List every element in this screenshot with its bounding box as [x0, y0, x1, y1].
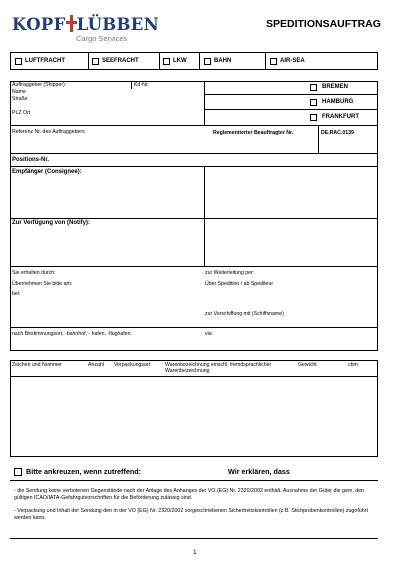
col-quantity: Anzahl	[88, 362, 104, 368]
label-forwarding-via: Über Spedition / ab Spediteur	[205, 281, 274, 287]
label-seefracht: SEEFRACHT	[102, 58, 139, 64]
col-packaging: Verpackungsart	[114, 362, 151, 368]
agent-number: DE.RAC.0139	[321, 130, 354, 136]
logo-part2: LÜBBEN	[76, 15, 160, 34]
checkbox-hamburg[interactable]	[310, 99, 317, 106]
transport-mode-row	[10, 52, 378, 70]
label-city: PLZ Ort	[12, 110, 31, 116]
label-name: Name	[12, 89, 26, 95]
page-number: 1	[193, 549, 197, 556]
col-description: Warenbezeichnung einschl. fremdsprachlicher Warenbezeichnung	[165, 362, 272, 374]
checkbox-lkw[interactable]	[163, 58, 170, 65]
declaration-statement: Wir erklären, dass	[228, 467, 290, 476]
label-air-sea: AIR-SEA	[280, 58, 305, 64]
label-take-over: Übernehmen Sie bitte am:	[12, 281, 73, 287]
label-luftfracht: LUFTFRACHT	[25, 58, 65, 64]
label-shipper: Auftraggeber (Shipper):	[12, 82, 67, 88]
label-reference: Referenz Nr. des Auftraggebers	[12, 129, 85, 135]
label-street: Straße	[12, 96, 28, 102]
checkbox-luftfracht[interactable]	[15, 58, 22, 65]
logo-subtitle: Cargo Services	[76, 34, 128, 43]
checkbox-frankfurt[interactable]	[310, 114, 317, 121]
company-logo	[12, 16, 159, 43]
label-via: via:	[205, 331, 214, 337]
page-title: SPEDITIONSAUFTRAG	[266, 18, 381, 30]
col-marks: Zeichen und Nummer	[12, 362, 62, 368]
shipper-input-area[interactable]	[11, 88, 203, 124]
logo-part1: KOPF	[12, 15, 66, 34]
checkbox-seefracht[interactable]	[92, 58, 99, 65]
label-hamburg: HAMBURG	[322, 99, 354, 105]
label-customer-no: Kd-Nr.	[134, 82, 149, 88]
checkbox-bremen[interactable]	[310, 84, 317, 91]
label-lkw: LKW	[173, 58, 187, 64]
declaration-point-1: - die Sendung keine verbotenen Gegenstände nach der Anlage des Anhanges der VO (EG) Nr. 2320/2002 enthält, Ausnahme der Güter die gem. den gültigen ICAO/IATA-Gefahrgutvorschriften für die Beförderung zulässig sind.	[14, 488, 365, 501]
label-shipping-with: zur Verschiffung mit (Schiffsname)	[205, 311, 284, 317]
goods-input-area[interactable]	[11, 377, 377, 456]
label-declaration: Bitte ankreuzen, wenn zutreffend:	[26, 467, 142, 476]
label-bahn: BAHN	[214, 58, 232, 64]
col-weight: Gewicht	[298, 362, 317, 368]
logo-wordmark	[12, 16, 159, 34]
checkbox-bahn[interactable]	[204, 58, 211, 65]
label-bremen: BREMEN	[322, 84, 349, 90]
consignee-input-area[interactable]	[11, 177, 203, 217]
checkbox-declaration[interactable]	[14, 468, 22, 476]
label-forwarding-to: zur Weiterleitung per:	[205, 270, 255, 276]
logo-cross-icon	[66, 17, 77, 31]
label-positions: Positions-Nr.	[12, 157, 50, 163]
label-frankfurt: FRANKFURT	[322, 114, 359, 120]
declaration-point-2: - Verpackung und Inhalt der Sendung den in der VO (EG) Nr. 2320/2002 vorgeschriebenen Sicherheitskontrollen (z.B. Stichprobenkontrollen) zugeführt werden kann.	[14, 508, 368, 521]
checkbox-air-sea[interactable]	[270, 58, 277, 65]
label-agent: Reglementierter Beauftragter Nr.	[213, 130, 294, 136]
label-destination: nach Bestimmungsort, -bahnhof, - hafen, -flughafen:	[12, 331, 132, 337]
label-at: bei:	[12, 291, 21, 297]
label-notify: Zur Verfügung von (Notify):	[12, 220, 90, 226]
notify-input-area[interactable]	[11, 228, 203, 265]
label-received-via: Sie erhalten durch:	[12, 270, 56, 276]
label-consignee: Empfänger (Consignee):	[12, 169, 82, 175]
col-cbm: cbm	[348, 362, 358, 368]
